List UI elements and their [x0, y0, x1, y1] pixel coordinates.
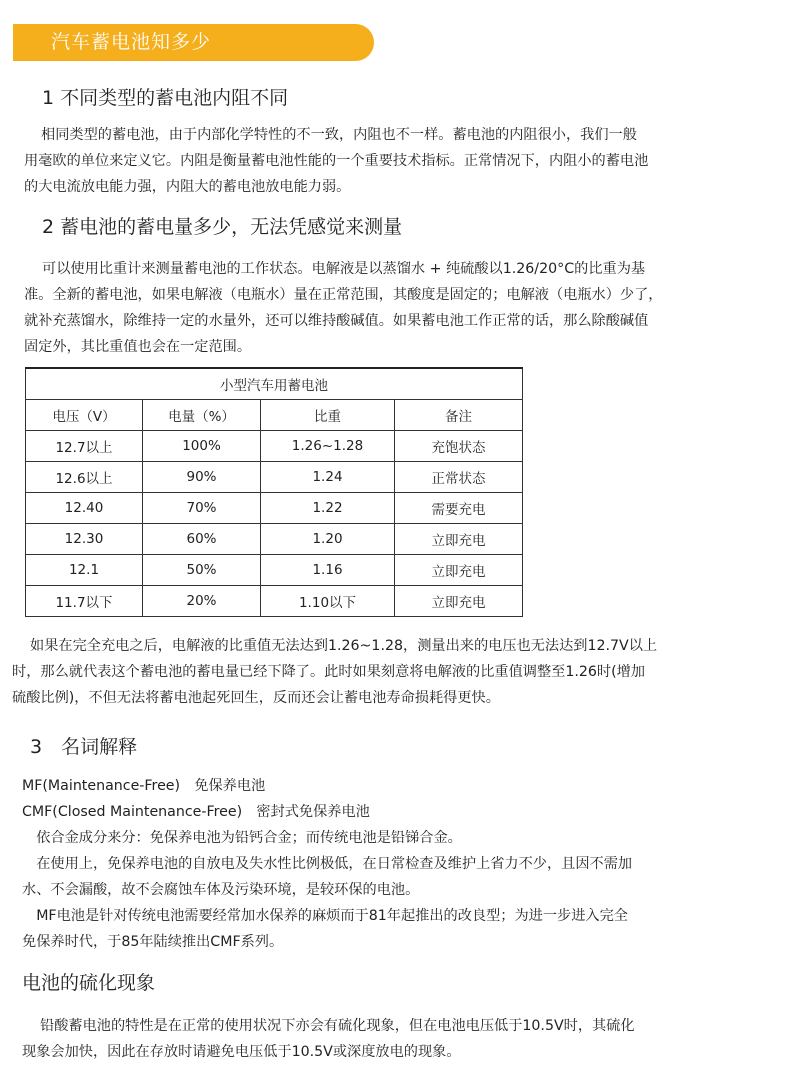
section2-heading: 2 蓄电池的蓄电量多少，无法凭感觉来测量 [42, 216, 403, 238]
table-cell: 100% [143, 431, 261, 462]
table-cell: 70% [143, 493, 261, 524]
table-cell: 50% [143, 555, 261, 586]
table-cell: 需要充电 [395, 493, 523, 524]
title-banner [13, 24, 374, 61]
paragraph-line: CMF(Closed Maintenance-Free) 密封式免保养电池 [22, 804, 370, 820]
paragraph-line: 水、不会漏酸，故不会腐蚀车体及污染环境，是较环保的电池。 [22, 882, 420, 898]
table-cell: 12.7以上 [26, 431, 143, 462]
paragraph-line: 可以使用比重计来测量蓄电池的工作状态。电解液是以蒸馏水 + 纯硫酸以1.26/20°C的比重为基 [42, 261, 646, 277]
table-cell: 60% [143, 524, 261, 555]
paragraph-line: 的大电流放电能力强，内阻大的蓄电池放电能力弱。 [24, 179, 351, 195]
table-cell: 1.20 [261, 524, 395, 555]
table-cell: 立即充电 [395, 524, 523, 555]
section3-heading: 3 名词解释 [30, 736, 138, 758]
paragraph-line: MF电池是针对传统电池需要经常加水保养的麻烦而于81年起推出的改良型；为进一步进入完全 [22, 908, 628, 924]
table-cell: 1.24 [261, 462, 395, 493]
paragraph-line: 固定外，其比重值也会在一定范围。 [24, 339, 252, 355]
section2-body [24, 256, 662, 360]
table-cell: 立即充电 [395, 555, 523, 586]
section1-heading: 1 不同类型的蓄电池内阻不同 [42, 87, 289, 109]
table-header-cell: 电量（%） [143, 400, 261, 431]
paragraph-line: 就补充蒸馏水，除维持一定的水量外，还可以维持酸碱值。如果蓄电池工作正常的话，那么除酸碱值 [24, 313, 649, 329]
paragraph-line: 硫酸比例)，不但无法将蓄电池起死回生，反而还会让蓄电池寿命损耗得更快。 [12, 690, 500, 706]
banner-title: 汽车蓄电池知多少 [51, 31, 212, 53]
table-cell: 12.1 [26, 555, 143, 586]
section4-body [22, 1013, 635, 1065]
table-cell: 1.22 [261, 493, 395, 524]
table-row [26, 555, 523, 586]
table-header-cell: 备注 [395, 400, 523, 431]
table-header-cell: 比重 [261, 400, 395, 431]
battery-table [25, 367, 523, 617]
table-cell: 90% [143, 462, 261, 493]
paragraph-line: 现象会加快，因此在存放时请避免电压低于10.5V或深度放电的现象。 [22, 1044, 461, 1060]
table-cell: 1.16 [261, 555, 395, 586]
table-cell: 11.7以下 [26, 586, 143, 617]
paragraph-line: 依合金成分来分：免保养电池为铅钙合金；而传统电池是铅锑合金。 [22, 830, 462, 846]
table-cell: 12.30 [26, 524, 143, 555]
table-cell: 20% [143, 586, 261, 617]
section4-heading: 电池的硫化现象 [22, 972, 156, 994]
table-cell: 1.10以下 [261, 586, 395, 617]
paragraph-line: MF(Maintenance-Free) 免保养电池 [22, 778, 266, 794]
paragraph-line: 免保养时代，于85年陆续推出CMF系列。 [22, 934, 284, 950]
table-cell: 12.40 [26, 493, 143, 524]
table-caption: 小型汽车用蓄电池 [26, 368, 523, 400]
table-cell: 充饱状态 [395, 431, 523, 462]
table-cell: 12.6以上 [26, 462, 143, 493]
table-row [26, 431, 523, 462]
section2-after-body [12, 633, 657, 711]
table-cell: 正常状态 [395, 462, 523, 493]
paragraph-line: 准。全新的蓄电池，如果电解液（电瓶水）量在正常范围，其酸度是固定的；电解液（电瓶水）少了， [24, 287, 663, 303]
paragraph-line: 如果在完全充电之后，电解液的比重值无法达到1.26~1.28，测量出来的电压也无法达到12.7V以上 [30, 638, 658, 654]
section1-body [24, 122, 648, 200]
paragraph-line: 铅酸蓄电池的特性是在正常的使用状况下亦会有硫化现象，但在电池电压低于10.5V时，其硫化 [40, 1018, 635, 1034]
table-row [26, 462, 523, 493]
table-cell: 1.26~1.28 [261, 431, 395, 462]
table-header-row [26, 400, 523, 431]
paragraph-line: 用毫欧的单位来定义它。内阻是衡量蓄电池性能的一个重要技术指标。正常情况下，内阻小的蓄电池 [24, 153, 649, 169]
table-row [26, 524, 523, 555]
section3-body [22, 773, 632, 955]
paragraph-line: 在使用上，免保养电池的自放电及失水性比例极低，在日常检查及维护上省力不少，且因不需加 [22, 856, 633, 872]
paragraph-line: 时，那么就代表这个蓄电池的蓄电量已经下降了。此时如果刻意将电解液的比重值调整至1.26时(增加 [12, 664, 646, 680]
table-row [26, 586, 523, 617]
table-header-cell: 电压（V） [26, 400, 143, 431]
table-row [26, 493, 523, 524]
paragraph-line: 相同类型的蓄电池，由于内部化学特性的不一致，内阻也不一样。蓄电池的内阻很小，我们一般 [41, 127, 637, 143]
table-cell: 立即充电 [395, 586, 523, 617]
